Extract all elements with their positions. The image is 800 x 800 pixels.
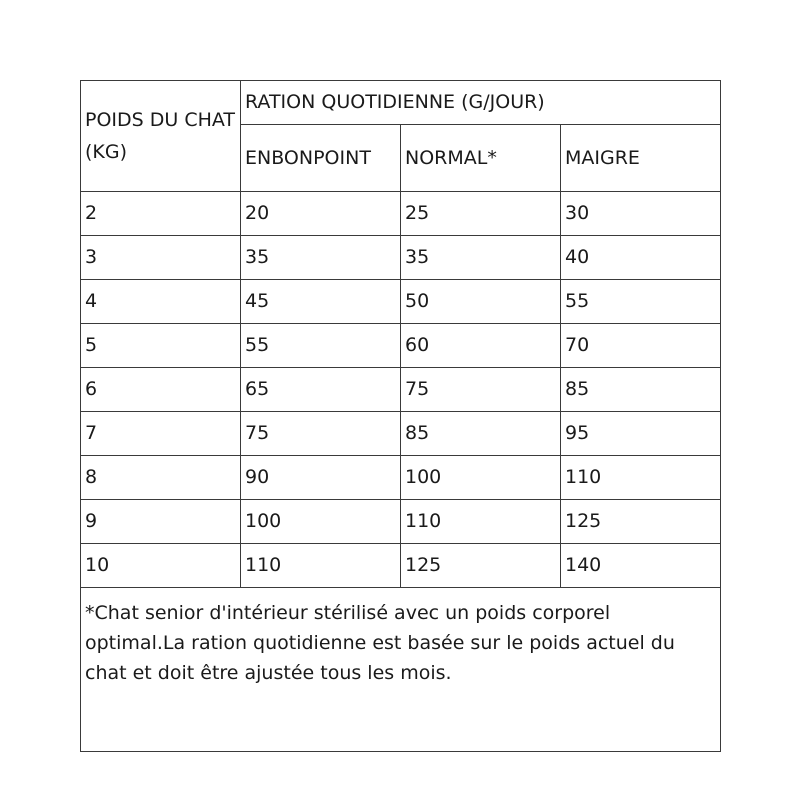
table-row: [81, 412, 721, 456]
enbonpoint-cell: 100: [241, 500, 401, 544]
table-row: [81, 236, 721, 280]
weight-header: POIDS DU CHAT (KG): [81, 81, 241, 192]
enbonpoint-cell: 110: [241, 544, 401, 588]
weight-cell: 7: [81, 412, 241, 456]
maigre-cell: 30: [561, 192, 721, 236]
weight-cell: 5: [81, 324, 241, 368]
normal-cell: 50: [401, 280, 561, 324]
weight-cell: 4: [81, 280, 241, 324]
normal-cell: 60: [401, 324, 561, 368]
weight-cell: 8: [81, 456, 241, 500]
normal-cell: 25: [401, 192, 561, 236]
ration-table: [80, 80, 721, 752]
subheader-maigre: MAIGRE: [561, 125, 721, 192]
normal-cell: 75: [401, 368, 561, 412]
ration-header: RATION QUOTIDIENNE (G/JOUR): [241, 81, 721, 125]
maigre-cell: 70: [561, 324, 721, 368]
subheader-enbonpoint: ENBONPOINT: [241, 125, 401, 192]
enbonpoint-cell: 35: [241, 236, 401, 280]
normal-cell: 100: [401, 456, 561, 500]
table-row: [81, 192, 721, 236]
weight-cell: 3: [81, 236, 241, 280]
table-row: [81, 544, 721, 588]
header-row: [81, 81, 721, 125]
table-row: [81, 456, 721, 500]
normal-cell: 110: [401, 500, 561, 544]
table-row: [81, 324, 721, 368]
maigre-cell: 95: [561, 412, 721, 456]
weight-cell: 6: [81, 368, 241, 412]
enbonpoint-cell: 55: [241, 324, 401, 368]
table-row: [81, 368, 721, 412]
normal-cell: 125: [401, 544, 561, 588]
weight-cell: 2: [81, 192, 241, 236]
enbonpoint-cell: 65: [241, 368, 401, 412]
maigre-cell: 110: [561, 456, 721, 500]
footnote: *Chat senior d'intérieur stérilisé avec un poids corporel optimal.La ration quotidienne est basée sur le poids actuel du chat et doit être ajustée tous les mois.: [81, 588, 721, 752]
maigre-cell: 55: [561, 280, 721, 324]
weight-cell: 10: [81, 544, 241, 588]
table-row: [81, 500, 721, 544]
table-row: [81, 280, 721, 324]
enbonpoint-cell: 75: [241, 412, 401, 456]
maigre-cell: 40: [561, 236, 721, 280]
enbonpoint-cell: 45: [241, 280, 401, 324]
footnote-row: [81, 588, 721, 752]
weight-cell: 9: [81, 500, 241, 544]
maigre-cell: 125: [561, 500, 721, 544]
enbonpoint-cell: 90: [241, 456, 401, 500]
enbonpoint-cell: 20: [241, 192, 401, 236]
normal-cell: 35: [401, 236, 561, 280]
maigre-cell: 140: [561, 544, 721, 588]
normal-cell: 85: [401, 412, 561, 456]
subheader-normal: NORMAL*: [401, 125, 561, 192]
maigre-cell: 85: [561, 368, 721, 412]
